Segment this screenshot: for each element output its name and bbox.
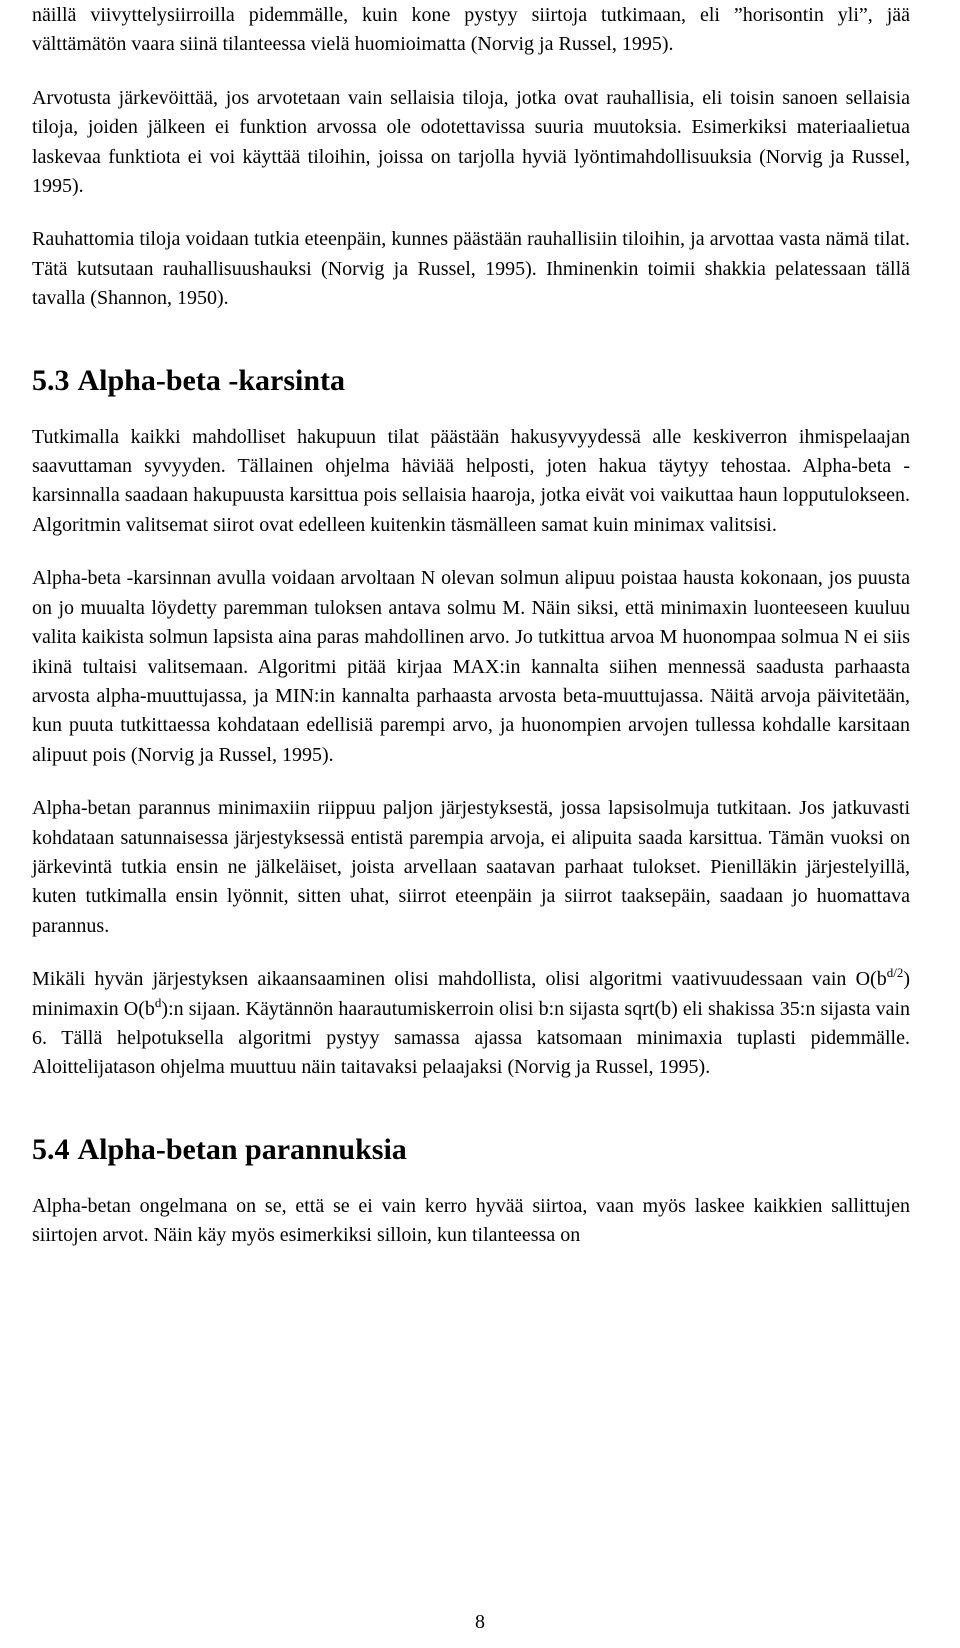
- section-title: Alpha-betan parannuksia: [77, 1132, 407, 1166]
- page-number: 8: [475, 1611, 485, 1633]
- paragraph-spacer: [32, 201, 910, 225]
- section-heading-5-4: [32, 1132, 910, 1166]
- paragraph-spacer: [32, 770, 910, 794]
- paragraph-complexity: Mikäli hyvän järjestyksen aikaansaaminen olisi mahdollista, olisi algoritmi vaativuudessaan vain $O(b^{d/2})$ minimaxin $O(b^d):n$ sijaan. Käytännön haarautumiskerroin olisi b:n sijasta sqrt(b) eli shakissa 35:n sijasta vain 6. Tällä helpotuksella algoritmi pystyy samassa ajassa katsomaan minimaxia tuplasti pidemmälle. Aloittelijatason ohjelma muuttuu näin taitavaksi pelaajaksi (Norvig ja Russel, 1995).: [32, 965, 911, 1079]
- paragraph-quiescence-search: Rauhattomia tiloja voidaan tutkia eteenpäin, kunnes päästään rauhallisiin tiloihin, ja arvottaa vasta nämä tilat. Tätä kutsutaan rauhallisuushauksi (Norvig ja Russel, 1995). Ihminenkin toimii shakkia pelatessaan tällä tavalla (Shannon, 1950).: [32, 228, 910, 310]
- exponent-d: d: [154, 994, 162, 1010]
- exponent-d-half: d/2: [886, 965, 904, 981]
- section-number: 5.4: [32, 1132, 70, 1166]
- page-body: [32, 1, 910, 1251]
- section-title: Alpha-beta -karsinta: [77, 363, 346, 397]
- paragraph-quiescent-states: Arvotusta järkevöittää, jos arvotetaan vain sellaisia tiloja, jotka ovat rauhallisia, eli toisin sanoen sellaisia tiloja, joiden jälkeen ei funktion arvossa ole odotettavissa suuria muutoksia. Esimerkiksi materiaalietua laskevaa funktiota ei voi käyttää tiloihin, joissa on tarjolla hyviä lyöntimahdollisuuksia (Norvig ja Russel, 1995).: [32, 86, 910, 198]
- heading-spacer: [32, 395, 910, 423]
- section-heading-5-3: [32, 363, 910, 397]
- paragraph-spacer: [32, 60, 910, 84]
- paragraph-horizon-effect: näillä viivyttelysiirroilla pidemmälle, kuin kone pystyy siirtoja tutkimaan, eli ”horisontin yli”, jää välttämätön vaara siinä tilanteessa vielä huomioimatta (Norvig ja Russel, 1995).: [32, 4, 910, 56]
- section-spacer: [32, 314, 910, 366]
- paragraph-alpha-beta-pruning: Alpha-beta -karsinnan avulla voidaan arvoltaan N olevan solmun alipuu poistaa hausta kokonaan, jos puusta on jo muualta löydetty paremman tuloksen antava solmu M. Näin siksi, että minimaxin luonteeseen kuuluu valita kaikista solmun lapsista aina paras mahdollinen arvo. Jo tutkittua arvoa M huonompaa solmua N ei siis ikinä tultaisi valitsemaan. Algoritmi pitää kirjaa MAX:in kannalta siihen mennessä saadusta parhaasta arvosta alpha-muuttujassa, ja MIN:in kannalta parhaasta arvosta beta-muuttujassa. Näitä arvoja päivitetään, kun puuta tutkittaessa kohdataan edellisiä parempi arvo, ja huonompien arvojen tullessa kohdalle karsitaan alipuut pois (Norvig ja Russel, 1995).: [32, 567, 910, 766]
- paragraph-spacer: [32, 941, 910, 965]
- paragraph-move-ordering: Alpha-betan parannus minimaxiin riippuu paljon järjestyksestä, jossa lapsisolmuja tutkitaan. Jos jatkuvasti kohdataan satunnaisessa järjestyksessä entistä parempia arvoja, ei alipuita saada karsittua. Tämän vuoksi on järkevintä tutkia ensin ne jälkeläiset, joista arvellaan saatavan parhaat tulokset. Pienilläkin järjestelyillä, kuten tutkimalla ensin lyönnit, sitten uhat, siirrot eteenpäin ja siirrot taaksepäin, saadaan jo huomattava parannus.: [32, 797, 910, 937]
- section-number: 5.3: [32, 363, 70, 397]
- paragraph-alpha-beta-intro: Tutkimalla kaikki mahdolliset hakupuun tilat päästään hakusyvyydessä alle keskiverron ihmispelaajan saavuttaman syvyyden. Tällainen ohjelma häviää helposti, joten hakua täytyy tehostaa. Alpha-beta -karsinnalla saadaan hakupuusta karsittua pois sellaisia haaroja, jotka eivät voi vaikuttaa haun lopputulokseen. Algoritmin valitsemat siirot ovat edelleen kuitenkin täsmälleen samat kuin minimax valitsisi.: [32, 425, 910, 536]
- paragraph-alpha-beta-problem: Alpha-betan ongelmana on se, että se ei vain kerro hyvää siirtoa, vaan myös laskee kaikkien sallittujen siirtojen arvot. Näin käy myös esimerkiksi silloin, kun tilanteessa on: [32, 1194, 910, 1247]
- heading-spacer: [32, 1164, 910, 1192]
- section-spacer: [32, 1083, 910, 1135]
- paragraph-spacer: [32, 540, 910, 564]
